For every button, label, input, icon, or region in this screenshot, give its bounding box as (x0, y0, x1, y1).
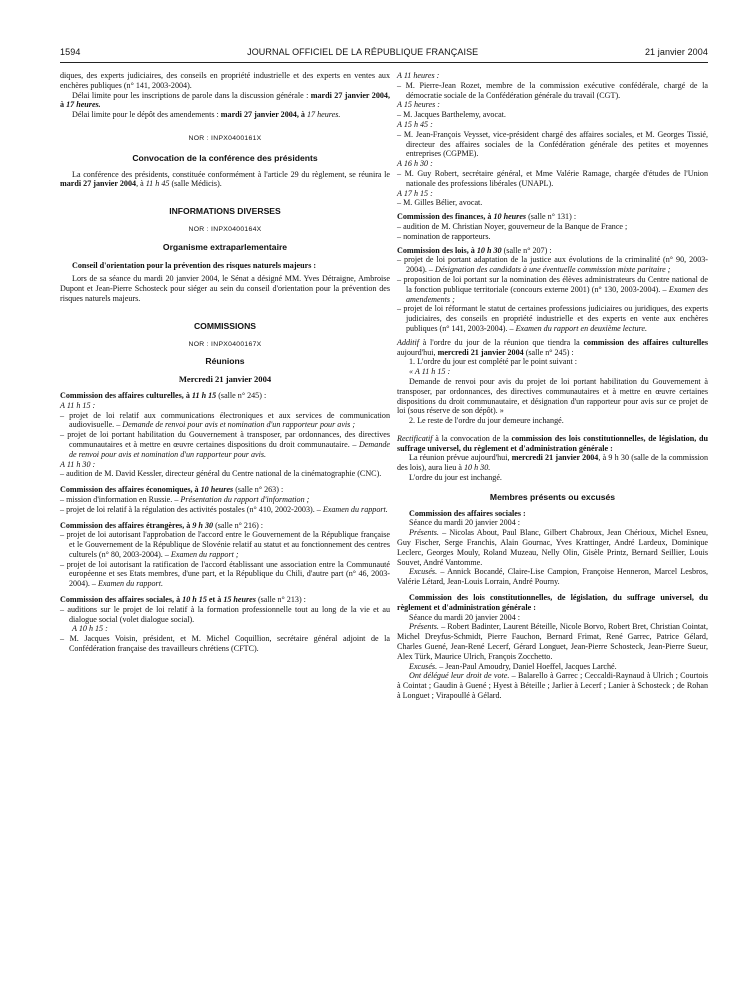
agenda-item: – audition de M. Christian Noyer, gouverneur de la Banque de France ; (397, 221, 628, 231)
date-heading: Mercredi 21 janvier 2004 (178, 374, 272, 385)
nor-reference: NOR : INPX0400167X (188, 340, 262, 348)
agenda-item: – nomination de rapporteurs. (397, 231, 491, 241)
paragraph: Demande de renvoi pour avis du projet de loi portant habilitation du Gouvernement à transposer, par ordonnances, des directives communautaires et à mettre en œuvre certaines dispositions du droit communautaire, et désignation d'un rapporteur pour avis sur ce projet de loi (sous réserve de son dépôt). » (397, 376, 708, 416)
issue-date: 21 janvier 2004 (644, 47, 708, 57)
committee-heading: Commission des affaires économiques, à 10 heures (salle n° 263) : (60, 485, 284, 495)
committee-heading: Commission des affaires sociales, à 10 h 15 et à 15 heures (salle n° 213) : (60, 595, 306, 605)
vote-delegations: Ont délégué leur droit de vote. – Balarello à Garrec ; Ceccaldi-Raynaud à Ulrich ; Courtois à Cointat ; Gaudin à Guené ; Hyest à Béteille ; Jarlier à Lecerf ; Lanier à Schosteck ; de Rohan à Longuet ; Virapoullé à Gélard. (397, 671, 708, 701)
paragraph: Lors de sa séance du mardi 20 janvier 2004, le Sénat a désigné MM. Yves Détraigne, Ambroise Dupont et Jean-Pierre Schosteck pour siéger au sein du conseil d'orientation pour la prévention des risques naturels majeurs. (60, 274, 390, 303)
agenda-item: – M. Gilles Bélier, avocat. (397, 198, 483, 208)
section-title: Convocation de la conférence des présidents (132, 152, 318, 163)
time-label: A 11 h 30 : (60, 459, 96, 469)
agenda-item: – audition de M. David Kessler, directeur général du Centre national de la cinématographie (CNC). (60, 469, 382, 479)
paragraph: 2. Le reste de l'ordre du jour demeure inchangé. (409, 416, 564, 426)
agenda-item: – projet de loi autorisant l'approbation de l'accord entre le Gouvernement de la République française et le Gouvernement de la République de Slovénie relatif au statut et au fonctionnement des centres culturels (n° 80, 2003-2004). – Examen du rapport ; (60, 530, 390, 559)
members-excused: Excusés. – Jean-Paul Amoudry, Daniel Hoeffel, Jacques Larché. (409, 661, 617, 671)
section-subtitle: Organisme extraparlementaire (162, 241, 288, 252)
rectificatif-paragraph: Rectificatif à la convocation de la commission des lois constitutionnelles, de législation, du suffrage universel, du règlement et d'administration générale : (397, 433, 708, 453)
journal-title: JOURNAL OFFICIEL DE LA RÉPUBLIQUE FRANÇAISE (247, 47, 479, 57)
right-column (397, 71, 708, 701)
members-present: Présents. – Nicolas About, Paul Blanc, Gilbert Chabroux, Jean Chérioux, Michel Esneu, Guy Fischer, Serge Franchis, Alain Gournac, Yves Krattinger, André Lardeux, Dominique Leclerc, Georges Mouly, Roland Muzeau, Nelly Olin, Gisèle Printz, Bernard Seillier, Louis Souvet, André Vantomme. (397, 528, 708, 567)
section-title: COMMISSIONS (193, 320, 257, 331)
paragraph: « A 11 h 15 : (409, 367, 451, 377)
paragraph: L'ordre du jour est inchangé. (409, 473, 502, 483)
time-label: A 16 h 30 : (397, 159, 433, 169)
section-subtitle: Réunions (205, 356, 245, 367)
agenda-item: – M. Jacques Barthelemy, avocat. (397, 110, 506, 120)
time-label: A 10 h 15 : (72, 624, 108, 634)
committee-heading: Commission des affaires sociales : (409, 508, 526, 518)
section-subtitle: Membres présents ou excusés (489, 491, 616, 502)
members-excused: Excusés. – Annick Bocandé, Claire-Lise Campion, Françoise Henneron, Marcel Lesbros, Valérie Létard, Jean-Louis Lorrain, André Pourny. (397, 567, 708, 587)
members-present: Présents. – Robert Badinter, Laurent Béteille, Nicole Borvo, Robert Bret, Christian Cointat, Michel Dreyfus-Schmidt, Pierre Fauchon, Bernard Frimat, René Garrec, Patrice Gélard, Charles Guené, Jean-René Lecerf, Gérard Longuet, Jean-Pierre Schosteck, Jean-Pierre Sueur, Alex Türk, Maurice Ulrich, François Zocchetto. (397, 622, 708, 661)
committee-heading: Commission des affaires étrangères, à 9 h 30 (salle n° 216) : (60, 520, 264, 530)
agenda-item: – projet de loi portant habilitation du Gouvernement à transposer, par ordonnances, des directives communautaires et à mettre en œuvre certaines dispositions du droit communautaire. – Demande de renvoi pour avis et nomination d'un rapporteur pour avis. (60, 430, 390, 459)
agenda-item: – projet de loi autorisant la ratification de l'accord établissant une association entre la Communauté européenne et ses Etats membres, d'une part, et la République du Chili, d'autre part (n° 46, 2003-2004). – Examen du rapport. (60, 559, 390, 589)
addendum-paragraph: Additif à l'ordre du jour de la réunion que tiendra la commission des affaires culturelles aujourd'hui, mercredi 21 janvier 2004 (salle n° 245) : (397, 337, 708, 357)
agenda-item: – projet de loi relatif aux communications électroniques et aux services de communication audiovisuelle. – Demande de renvoi pour avis et nomination d'un rapporteur pour avis ; (60, 410, 390, 430)
agenda-item: – M. Pierre-Jean Rozet, membre de la commission exécutive confédérale, chargé de la démocratie sociale de la Confédération générale du travail (CGT). (397, 80, 708, 100)
paragraph: La conférence des présidents, constituée conformément à l'article 29 du règlement, se réunira le mardi 27 janvier 2004, à 11 h 45 (salle Médicis). (60, 169, 390, 189)
header-rule (60, 62, 708, 63)
time-label: A 15 heures : (397, 100, 440, 110)
agenda-item: – projet de loi portant adaptation de la justice aux évolutions de la criminalité (n° 90, 2003-2004). – Désignation des candidats à une éventuelle commission mixte paritaire ; (397, 255, 708, 275)
time-label: A 11 heures : (397, 71, 440, 80)
agenda-item: – proposition de loi portant sur la nomination des élèves administrateurs du Centre national de la fonction publique territoriale (concours externe 2001) (n° 130, 2003-2004). – Examen des amendements ; (397, 274, 709, 304)
paragraph: diques, des experts judiciaires, des conseils en propriété industrielle et des experts en ventes aux enchères publiques (n° 141, 2003-2004). (60, 71, 390, 90)
paragraph-heading: Conseil d'orientation pour la prévention des risques naturels majeurs : (72, 260, 317, 270)
paragraph: Séance du mardi 20 janvier 2004 : (409, 612, 521, 622)
committee-heading: Commission des finances, à 10 heures (salle n° 131) : (397, 212, 577, 222)
committee-heading: Commission des lois constitutionnelles, de législation, du suffrage universel, du règlement et d'administration générale : (397, 593, 708, 612)
left-column (60, 71, 390, 654)
nor-reference: NOR : INPX0400161X (188, 134, 262, 142)
agenda-item: – M. Jean-François Veysset, vice-président chargé des affaires sociales, et M. Georges Tissié, directeur des affaires sociales de la Confédération générale des petites et moyennes entreprises (CGPME). (397, 129, 708, 159)
page-number: 1594 (60, 47, 81, 57)
paragraph: Délai limite pour le dépôt des amendements : mardi 27 janvier 2004, à 17 heures. (72, 110, 341, 120)
agenda-item: – projet de loi relatif à la régulation des activités postales (n° 410, 2002-2003). – Examen du rapport. (60, 504, 388, 514)
running-header (60, 47, 708, 57)
agenda-item: – projet de loi réformant le statut de certaines professions judiciaires ou juridiques, des experts judiciaires, des conseils en propriété industrielle et des experts en vente aux enchères publiques (n° 141, 2003-2004). – Examen du rapport en deuxième lecture. (397, 304, 708, 333)
agenda-item: – M. Jacques Voisin, président, et M. Michel Coquillion, secrétaire général adjoint de la Confédération française des travailleurs chrétiens (CFTC). (60, 634, 390, 654)
committee-heading: Commission des affaires culturelles, à 11 h 15 (salle n° 245) : (60, 390, 267, 400)
time-label: A 15 h 45 : (397, 119, 433, 129)
section-title: INFORMATIONS DIVERSES (169, 206, 281, 217)
nor-reference: NOR : INPX0400164X (188, 225, 262, 233)
paragraph: 1. L'ordre du jour est complété par le point suivant : (409, 357, 578, 367)
time-label: A 11 h 15 : (60, 400, 96, 410)
paragraph: La réunion prévue aujourd'hui, mercredi 21 janvier 2004, à 9 h 30 (salle de la commission des lois), aura lieu à 10 h 30. (397, 453, 708, 473)
committee-heading: Commission des lois, à 10 h 30 (salle n° 207) : (397, 245, 552, 255)
agenda-item: – auditions sur le projet de loi relatif à la formation professionnelle tout au long de la vie et au dialogue social (volet dialogue social). (60, 604, 390, 624)
time-label: A 17 h 15 : (397, 188, 433, 198)
agenda-item: – M. Guy Robert, secrétaire général, et Mme Valérie Ramage, chargée d'études de l'Union nationale des professions libérales (UNAPL). (397, 168, 708, 188)
paragraph: Délai limite pour les inscriptions de parole dans la discussion générale : mardi 27 janvier 2004, à 17 heures. (60, 90, 390, 110)
paragraph: Séance du mardi 20 janvier 2004 : (409, 518, 521, 528)
agenda-item: – mission d'information en Russie. – Présentation du rapport d'information ; (60, 494, 310, 504)
